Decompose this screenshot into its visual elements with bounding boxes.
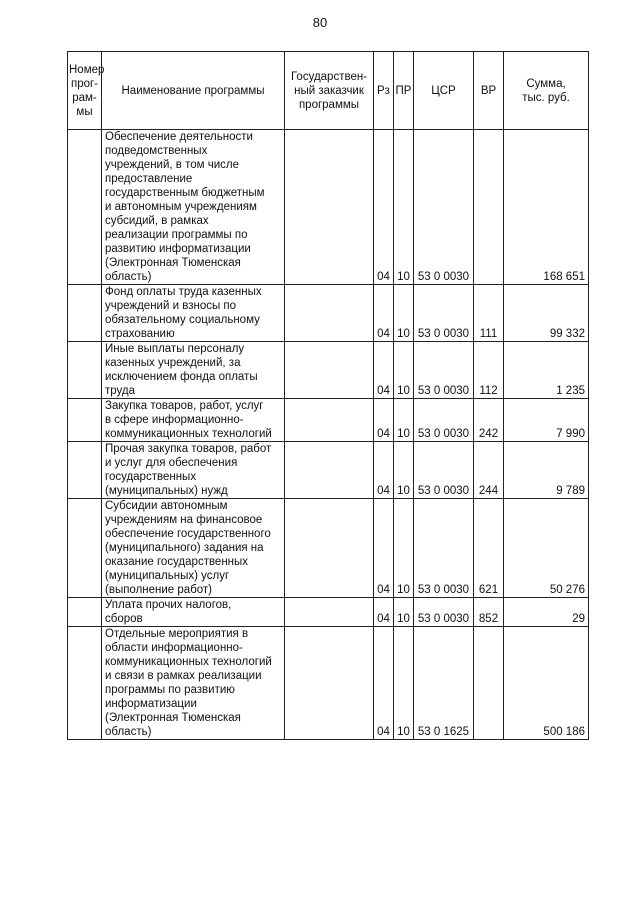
customer-cell [285,399,374,442]
rz-cell: 04 [374,442,394,499]
program-name-cell: Субсидии автономным учреждениям на финансовое обеспечение государственного (муниципального) задания на оказание государственных (муниципальных) услуг (выполнение работ) [102,499,285,598]
header-program-name: Наименование программы [102,52,285,130]
pr-cell: 10 [394,442,414,499]
pr-cell: 10 [394,342,414,399]
header-customer: Государствен- ный заказчик программы [285,52,374,130]
program-name-cell: Фонд оплаты труда казенных учреждений и взносы по обязательному социальному страхованию [102,285,285,342]
program-number-cell [68,130,102,285]
csr-cell: 53 0 0030 [414,442,474,499]
program-number-cell [68,442,102,499]
table-row [68,442,589,499]
sum-cell: 500 186 [504,627,589,740]
header-csr: ЦСР [414,52,474,130]
customer-cell [285,499,374,598]
table-row [68,499,589,598]
csr-cell: 53 0 1625 [414,627,474,740]
vr-cell [474,130,504,285]
customer-cell [285,342,374,399]
pr-cell: 10 [394,499,414,598]
program-number-cell [68,285,102,342]
pr-cell: 10 [394,399,414,442]
vr-cell: 242 [474,399,504,442]
vr-cell: 621 [474,499,504,598]
customer-cell [285,442,374,499]
header-vr: ВР [474,52,504,130]
rz-cell: 04 [374,285,394,342]
rz-cell: 04 [374,399,394,442]
csr-cell: 53 0 0030 [414,399,474,442]
pr-cell: 10 [394,627,414,740]
program-number-cell [68,598,102,627]
vr-cell [474,627,504,740]
sum-cell: 7 990 [504,399,589,442]
sum-cell: 9 789 [504,442,589,499]
table-row [68,130,589,285]
rz-cell: 04 [374,342,394,399]
program-number-cell [68,627,102,740]
customer-cell [285,130,374,285]
table-row [68,342,589,399]
program-name-cell: Отдельные мероприятия в области информационно- коммуникационных технологий и связи в рамках реализации программы по развитию информатизации (Электронная Тюменская область) [102,627,285,740]
vr-cell: 244 [474,442,504,499]
header-sum: Сумма, тыс. руб. [504,52,589,130]
csr-cell: 53 0 0030 [414,130,474,285]
program-name-cell: Уплата прочих налогов, сборов [102,598,285,627]
program-name-cell: Обеспечение деятельности подведомственных учреждений, в том числе предоставление государственным бюджетным и автономным учреждениям субсидий, в рамках реализации программы по развитию информатизации (Электронная Тюменская область) [102,130,285,285]
table-row [68,627,589,740]
vr-cell: 852 [474,598,504,627]
program-number-cell [68,399,102,442]
header-program-number: Номер прог- рам- мы [68,52,102,130]
sum-cell: 168 651 [504,130,589,285]
rz-cell: 04 [374,130,394,285]
csr-cell: 53 0 0030 [414,342,474,399]
rz-cell: 04 [374,598,394,627]
sum-cell: 99 332 [504,285,589,342]
header-pr: ПР [394,52,414,130]
pr-cell: 10 [394,285,414,342]
table-header-row [68,52,589,130]
page-number: 80 [312,15,328,30]
customer-cell [285,598,374,627]
program-number-cell [68,499,102,598]
sum-cell: 1 235 [504,342,589,399]
table-row [68,285,589,342]
rz-cell: 04 [374,499,394,598]
customer-cell [285,627,374,740]
customer-cell [285,285,374,342]
csr-cell: 53 0 0030 [414,285,474,342]
program-name-cell: Иные выплаты персоналу казенных учреждений, за исключением фонда оплаты труда [102,342,285,399]
program-name-cell: Прочая закупка товаров, работ и услуг для обеспечения государственных (муниципальных) нужд [102,442,285,499]
budget-table [67,51,589,740]
pr-cell: 10 [394,130,414,285]
sum-cell: 29 [504,598,589,627]
table-row [68,598,589,627]
header-rz: Рз [374,52,394,130]
vr-cell: 111 [474,285,504,342]
program-number-cell [68,342,102,399]
csr-cell: 53 0 0030 [414,499,474,598]
rz-cell: 04 [374,627,394,740]
program-name-cell: Закупка товаров, работ, услуг в сфере информационно- коммуникационных технологий [102,399,285,442]
sum-cell: 50 276 [504,499,589,598]
vr-cell: 112 [474,342,504,399]
pr-cell: 10 [394,598,414,627]
table-row [68,399,589,442]
csr-cell: 53 0 0030 [414,598,474,627]
